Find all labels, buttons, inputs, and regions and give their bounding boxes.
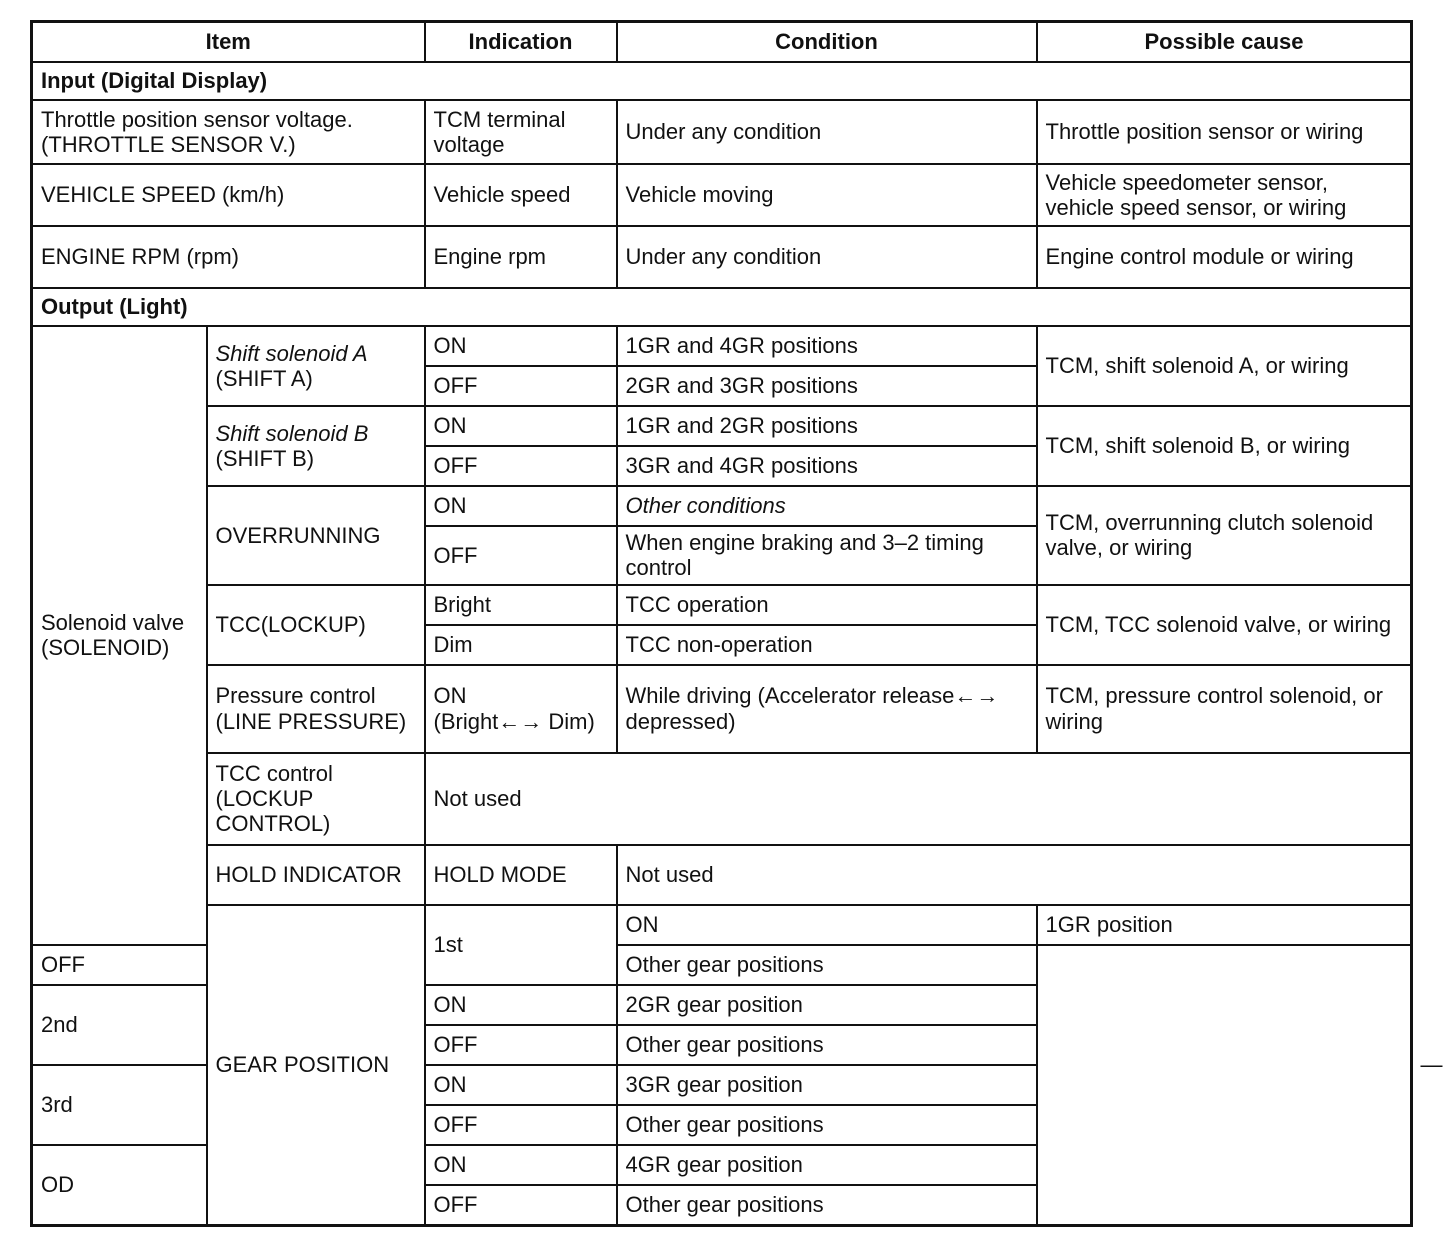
header-item: Item	[32, 22, 425, 63]
table-row	[32, 486, 1412, 526]
cell-condition: TCC operation	[617, 585, 1037, 625]
cell-item: ENGINE RPM (rpm)	[32, 226, 425, 288]
cell-indication: ON	[425, 406, 617, 446]
sub-shift-a	[207, 326, 425, 406]
table-row: GEAR POSITION 1st ON 1GR position —	[32, 905, 1412, 945]
sub-gear-3rd: 3rd	[32, 1065, 207, 1145]
cell-condition: 3GR gear position	[617, 1065, 1037, 1105]
table-row	[32, 226, 1412, 288]
table-row	[32, 164, 1412, 226]
cell-indication: TCM terminal voltage	[425, 100, 617, 164]
cell-condition: Other gear positions	[617, 1185, 1037, 1226]
header-cause: Possible cause	[1037, 22, 1412, 63]
cell-indication	[425, 665, 617, 753]
cell-condition: 4GR gear position	[617, 1145, 1037, 1185]
group-hold-indicator: HOLD INDICATOR	[207, 845, 425, 905]
cell-indication: OFF	[425, 526, 617, 585]
cell-condition: Other gear positions	[617, 1025, 1037, 1065]
cell-indication: Vehicle speed	[425, 164, 617, 226]
cell-condition: 1GR and 4GR positions	[617, 326, 1037, 366]
cell-condition: 2GR and 3GR positions	[617, 366, 1037, 406]
sub-pressure-control: Pressure control (LINE PRESSURE)	[207, 665, 425, 753]
cell-condition: While driving (Accelerator release←→ depressed)	[617, 665, 1037, 753]
cell-condition: 3GR and 4GR positions	[617, 446, 1037, 486]
table-row	[32, 100, 1412, 164]
sub-tcc-control: TCC control (LOCKUP CONTROL)	[207, 753, 425, 845]
cell-indication: Bright	[425, 585, 617, 625]
cell-condition: 2GR gear position	[617, 985, 1037, 1025]
cell-condition: TCC non-operation	[617, 625, 1037, 665]
table-row	[32, 665, 1412, 753]
cell-item: VEHICLE SPEED (km/h)	[32, 164, 425, 226]
table-row	[32, 406, 1412, 446]
section-row-input	[32, 62, 1412, 100]
cell-not-used: Not used	[425, 753, 1412, 845]
cell-indication: OFF	[32, 945, 207, 985]
cell-cause: Vehicle speedometer sensor, vehicle speed sensor, or wiring	[1037, 164, 1412, 226]
shift-b-code: (SHIFT B)	[215, 446, 315, 471]
cell-cause: Throttle position sensor or wiring	[1037, 100, 1412, 164]
group-gear-position: GEAR POSITION	[207, 905, 425, 1226]
pressure-on: ON	[433, 683, 467, 709]
diagnosis-table	[30, 20, 1443, 1227]
sub-hold-mode: HOLD MODE	[425, 845, 617, 905]
cell-indication: OFF	[425, 1105, 617, 1145]
cell-indication: ON	[425, 326, 617, 366]
diagnosis-table-container	[30, 20, 1443, 1227]
cell-condition: Other gear positions	[617, 1105, 1037, 1145]
header-indication: Indication	[425, 22, 617, 63]
cell-condition: 1GR and 2GR positions	[617, 406, 1037, 446]
section-input: Input (Digital Display)	[32, 62, 1412, 100]
cell-cause: Engine control module or wiring	[1037, 226, 1412, 288]
cell-cause: TCM, shift solenoid A, or wiring	[1037, 326, 1412, 406]
cell-indication: ON	[617, 905, 1037, 945]
header-condition: Condition	[617, 22, 1037, 63]
cell-indication: ON	[425, 486, 617, 526]
cell-condition: Other gear positions	[617, 945, 1037, 985]
sub-shift-b	[207, 406, 425, 486]
cell-indication: OFF	[425, 366, 617, 406]
header-row	[32, 22, 1412, 63]
cell-condition: Other conditions	[617, 486, 1037, 526]
cell-cause: TCM, overrunning clutch solenoid valve, or wiring	[1037, 486, 1412, 585]
cell-indication: ON	[425, 1065, 617, 1105]
sub-gear-od: OD	[32, 1145, 207, 1226]
cell-cause: TCM, pressure control solenoid, or wiring	[1037, 665, 1412, 753]
table-row	[32, 845, 1412, 905]
cell-indication: OFF	[425, 1025, 617, 1065]
cell-not-used: Not used	[617, 845, 1412, 905]
shift-b-name: Shift solenoid B	[215, 420, 369, 446]
cell-indication: OFF	[425, 446, 617, 486]
table-row	[32, 326, 1412, 366]
cell-indication: Engine rpm	[425, 226, 617, 288]
section-row-output	[32, 288, 1412, 326]
section-output: Output (Light)	[32, 288, 1412, 326]
cell-indication: Dim	[425, 625, 617, 665]
cell-cause: TCM, shift solenoid B, or wiring	[1037, 406, 1412, 486]
table-row	[32, 753, 1412, 845]
sub-overrunning: OVERRUNNING	[207, 486, 425, 585]
pressure-detail: (Bright←→ Dim)	[433, 708, 595, 734]
sub-gear-1st: 1st	[425, 905, 617, 985]
cell-indication: ON	[425, 985, 617, 1025]
table-row	[32, 585, 1412, 625]
sub-gear-2nd: 2nd	[32, 985, 207, 1065]
cell-condition: When engine braking and 3–2 timing control	[617, 526, 1037, 585]
cell-item: Throttle position sensor voltage. (THROTTLE SENSOR V.)	[32, 100, 425, 164]
cell-indication: ON	[425, 1145, 617, 1185]
cell-condition: Under any condition	[617, 226, 1037, 288]
cell-condition: Vehicle moving	[617, 164, 1037, 226]
sub-tcc-lockup: TCC(LOCKUP)	[207, 585, 425, 665]
cell-condition: 1GR position	[1037, 905, 1412, 945]
shift-a-name: Shift solenoid A	[215, 340, 368, 366]
group-solenoid: Solenoid valve (SOLENOID)	[32, 326, 207, 945]
shift-a-code: (SHIFT A)	[215, 366, 313, 391]
cell-condition: Under any condition	[617, 100, 1037, 164]
cell-indication: OFF	[425, 1185, 617, 1226]
cell-cause: TCM, TCC solenoid valve, or wiring	[1037, 585, 1412, 665]
